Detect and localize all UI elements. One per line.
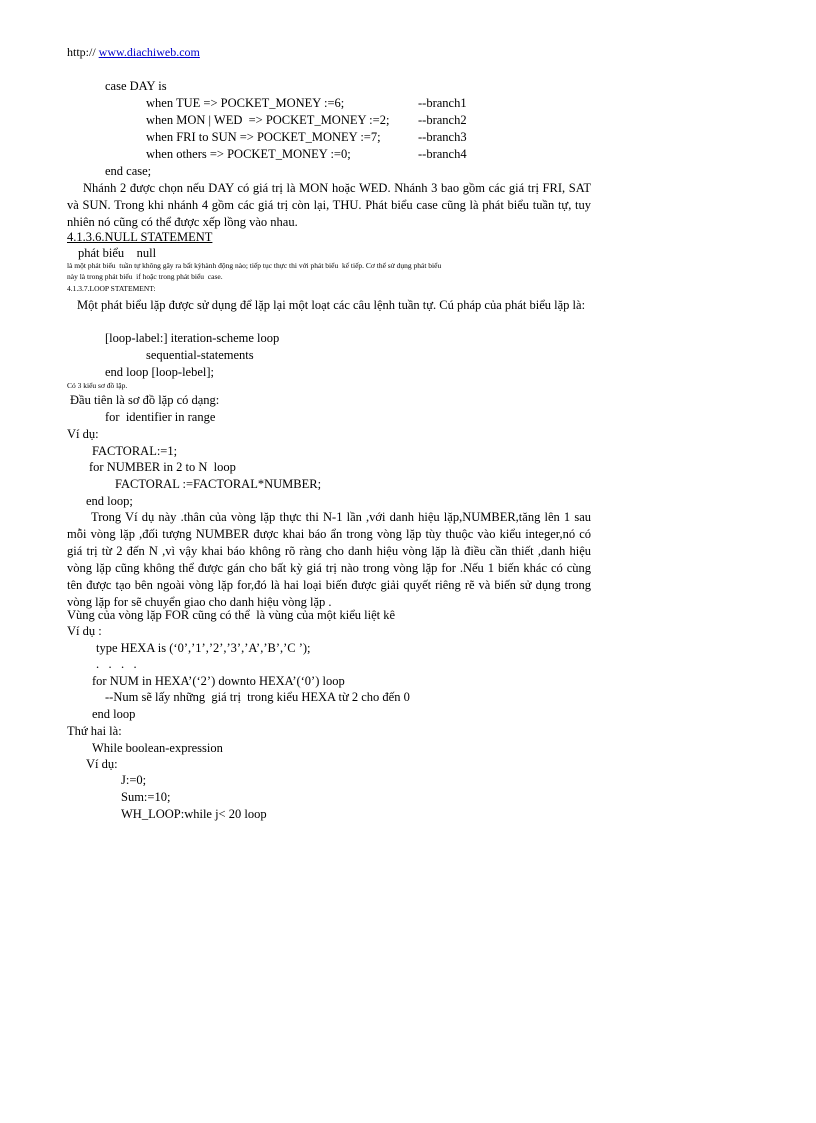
for-form: for identifier in range (105, 410, 216, 424)
example-2-label: Ví dụ : (67, 624, 102, 638)
example-3-line-1: J:=0; (121, 773, 147, 787)
case-branch-2-comment: --branch2 (418, 113, 467, 127)
enum-range-text: Vùng của vòng lặp FOR cũng có thể là vùng của một kiểu liệt kê (67, 608, 396, 622)
example-1-line-2: for NUMBER in 2 to N loop (89, 460, 236, 474)
example-1-line-1: FACTORAL:=1; (92, 444, 178, 458)
null-small-line-1: là một phát biểu tuần tự không gây ra bất kỳhành động nào; tiếp tục thực thi với phát biểu kế tiếp. Cơ thể sử dụng phát biểu (67, 261, 442, 270)
case-start: case DAY is (105, 79, 167, 93)
null-small-line-2: này là trong phát biểu if hoặc trong phát biểu case. (67, 272, 223, 281)
second-kind: Thứ hai là: (67, 724, 122, 738)
example-2-line-3: for NUM in HEXA’(‘2’) downto HEXA’(‘0’) loop (92, 674, 345, 688)
case-end: end case; (105, 164, 152, 178)
header-link[interactable]: www.diachiweb.com (98, 45, 200, 59)
example-2-line-2: . . . . (96, 657, 137, 671)
paragraph-loop-intro: Một phát biểu lặp được sử dụng để lặp lại một loạt các câu lệnh tuần tự. Cú pháp của phát biểu lặp là: (77, 298, 586, 312)
example-1-line-4: end loop; (86, 494, 133, 508)
case-branch-4: when others => POCKET_MONEY :=0; (146, 147, 351, 161)
header-prefix: http:// (67, 45, 99, 59)
example-2-line-4: --Num sẽ lấy những giá trị trong kiểu HEXA từ 2 cho đến 0 (105, 690, 410, 704)
case-branch-2: when MON | WED => POCKET_MONEY :=2; (146, 113, 390, 127)
paragraph-for-loop: Trong Ví dụ này .thân của vòng lặp thực thi N-1 lần ,với danh hiệu lặp,NUMBER,tăng lên 1 sau mỗi vòng lặp ,đối tượng NUMBER được khai báo ẩn trong vòng lặp tùy thuộc vào kiểu integer,nó có giá trị từ 2 đến N ,vì vậy khai báo không rõ ràng cho danh hiệu vòng lặp là điều cần thiết ,danh hiệu vòng lặp cũng không thể được gán cho bất kỳ giá trị nào trong vòng lặp for .Nếu 1 biến khác có cùng tên được tạo bên ngoài vòng lặp for,đó là hai loại biến được giải quyết riêng rẽ và biến sử dụng trong vòng lặp for sẽ chuyển giao cho danh hiệu vòng lặp . (67, 510, 591, 609)
example-2-line-5: end loop (92, 707, 136, 721)
example-1-label: Ví dụ: (67, 427, 99, 441)
loop-syntax-1: [loop-label:] iteration-scheme loop (105, 331, 280, 345)
example-2-line-1: type HEXA is (‘0’,’1’,’2’,’3’,’A’,’B’,’C ’); (96, 641, 311, 655)
case-branch-4-comment: --branch4 (418, 147, 467, 161)
case-branch-1: when TUE => POCKET_MONEY :=6; (146, 96, 345, 110)
loop-kinds-note: Có 3 kiểu sơ đồ lặp. (67, 381, 128, 390)
null-subheading: phát biểu null (78, 246, 157, 260)
example-3-line-3: WH_LOOP:while j< 20 loop (121, 807, 267, 821)
page-header (67, 44, 200, 60)
paragraph-case: Nhánh 2 được chọn nếu DAY có giá trị là MON hoặc WED. Nhánh 3 bao gồm các giá trị FRI, SAT và SUN. Trong khi nhánh 4 gồm các giá trị còn lại, THU. Phát biểu case cũng là phát biểu tuần tự, tuy nhiên nó cũng có thể được xếp lồng vào nhau. (67, 181, 591, 229)
case-branch-3-comment: --branch3 (418, 130, 467, 144)
example-3-label: Ví dụ: (86, 757, 118, 771)
loop-syntax-2: sequential-statements (146, 348, 254, 362)
case-branch-3: when FRI to SUN => POCKET_MONEY :=7; (146, 130, 381, 144)
example-1-line-3: FACTORAL :=FACTORAL*NUMBER; (115, 477, 322, 491)
heading-null-statement: 4.1.3.6.NULL STATEMENT (67, 230, 213, 244)
loop-syntax-3: end loop [loop-lebel]; (105, 365, 214, 379)
first-kind: Đầu tiên là sơ đồ lặp có dạng: (70, 393, 220, 407)
while-form: While boolean-expression (92, 741, 223, 755)
case-branch-1-comment: --branch1 (418, 96, 467, 110)
heading-loop-statement: 4.1.3.7.LOOP STATEMENT: (67, 284, 156, 293)
example-3-line-2: Sum:=10; (121, 790, 171, 804)
